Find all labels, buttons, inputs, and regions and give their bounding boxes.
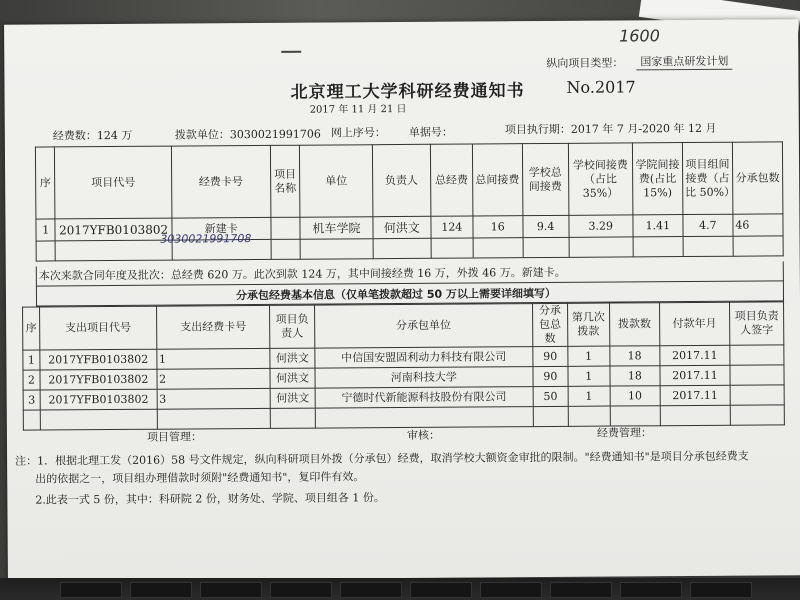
cell-unit: 机车学院 [300, 217, 373, 240]
main-table-header-row [35, 142, 782, 219]
project-type-label: 纵向项目类型： [546, 56, 624, 70]
sub-header-signature: 项目负责人签字 [730, 302, 784, 345]
sub-cell-amount: 18 [610, 346, 660, 366]
document-title: 北京理工大学科研经费通知书 [290, 81, 525, 103]
info-amount: 经费数：124 万 [52, 128, 133, 143]
sub-cell-total: 90 [533, 366, 568, 386]
note-line-1: 注：1．根据北理工发（2016）58 号文件规定，纵向科研项目外拨（分承包）经费，取消学校大额资金审批的限制。"经费通知书"是项目分承包经费支 [15, 449, 749, 468]
note-line-2: 出的依据之一，项目组办理借款时须附"经费通知书"，复印件有效。 [35, 470, 365, 486]
cell-project-code: 2017YFB0103802 [55, 218, 172, 241]
sub-header-seq: 序 [23, 307, 40, 350]
sub-cell-signature [730, 365, 784, 385]
cell-card-no: 新建卡 [172, 217, 271, 240]
sub-header-pay-month: 付款年月 [659, 302, 730, 345]
header-sub-count: 分承包数 [732, 142, 783, 214]
sub-cell-code: 2017YFB0103802 [40, 369, 157, 390]
sig-finance-mgmt: 经费管理： [596, 426, 652, 440]
document-date: 2017 年 11 月 21 日 [309, 103, 407, 116]
sig-project-mgmt: 项目管理： [146, 430, 202, 444]
handwritten-number: 1600 [619, 26, 660, 46]
sub-cell-code: 2017YFB0103802 [40, 349, 157, 370]
sub-cell-code: 2017YFB0103802 [40, 389, 157, 410]
header-school-indirect: 学校总间接费 [522, 143, 568, 215]
sub-cell-card: 3 [157, 388, 271, 409]
cell-project-name [271, 217, 301, 239]
main-funding-table [35, 141, 784, 261]
header-group-indirect-50: 项目组间接费（占比 50%） [682, 142, 732, 214]
project-type-value: 国家重点研发计划 [636, 53, 732, 71]
sub-header-code: 支出项目代号 [40, 306, 157, 350]
keyboard-key [620, 582, 682, 598]
sub-cell-total: 50 [533, 386, 568, 406]
keyboard-key [690, 582, 752, 598]
header-seq: 序 [35, 147, 55, 219]
sub-cell-unit: 河南科技大学 [315, 367, 534, 389]
header-school-indirect-35: 学校间接费（占比 35%） [568, 143, 633, 215]
cell-indirect-total: 16 [473, 216, 523, 238]
keyboard-key [480, 582, 542, 598]
sub-table-empty-row [23, 405, 784, 430]
sub-cell-card: 1 [156, 348, 270, 369]
header-card-no: 经费卡号 [171, 145, 270, 218]
sub-cell-seq: 3 [23, 390, 40, 410]
sub-cell-pay-month: 2017.11 [660, 345, 730, 365]
keyboard-key [130, 582, 192, 598]
keyboard-key [410, 582, 472, 598]
summary-line: 本次来款合同年度及批次：总经费 620 万。此次到款 124 万，其中间接经费 16 万，外拨 46 万。新建卡。 [36, 261, 784, 286]
sub-cell-batch: 1 [568, 386, 610, 406]
keyboard-key [270, 582, 332, 598]
note-line-3: 2.此表一式 5 份，其中：科研院 2 份，财务处、学院、项目组各 1 份。 [35, 491, 385, 507]
header-college-indirect-15: 学院间接费(占比 15%) [632, 143, 682, 215]
funding-notice-document [4, 19, 800, 581]
handwritten-card-no: 3030021991708 [160, 232, 252, 246]
sub-cell-signature [730, 385, 784, 405]
sub-cell-unit: 宁德时代新能源科技股份有限公司 [315, 387, 534, 409]
cell-leader: 何洪文 [373, 216, 431, 238]
sub-cell-amount: 10 [610, 386, 660, 406]
punch-mark [281, 51, 301, 53]
header-total: 总经费 [430, 144, 472, 216]
sub-cell-total: 90 [533, 346, 568, 366]
sub-cell-unit: 中信国安盟固利动力科技有限公司 [314, 347, 533, 369]
sub-header-unit: 分承包单位 [314, 304, 533, 349]
header-unit: 单位 [300, 145, 373, 218]
sub-header-card: 支出经费卡号 [156, 305, 270, 349]
cell-school-indirect-35: 3.29 [569, 215, 633, 237]
sig-review: 审核： [406, 428, 440, 442]
sub-cell-pay-month: 2017.11 [660, 385, 730, 405]
notice-number: No.2017 [566, 77, 636, 97]
header-leader: 负责人 [372, 144, 431, 216]
header-project-name: 项目名称 [270, 145, 300, 217]
cell-college-indirect-15: 1.41 [633, 215, 683, 237]
keyboard-key [340, 582, 402, 598]
cell-seq: 1 [36, 219, 56, 241]
sub-cell-signature [730, 345, 784, 365]
sub-cell-seq: 1 [23, 350, 40, 370]
info-online-no: 网上序号： [330, 126, 386, 140]
sub-cell-batch: 1 [567, 346, 609, 366]
sub-cell-batch: 1 [568, 366, 610, 386]
sub-header-total: 分承包总数 [533, 303, 568, 346]
header-indirect-total: 总间接费 [472, 144, 522, 216]
sub-cell-pay-month: 2017.11 [660, 365, 730, 385]
cell-school-indirect: 9.4 [523, 215, 569, 237]
sub-cell-leader: 何洪文 [270, 348, 314, 368]
info-period: 项目执行期：2017 年 7 月-2020 年 12 月 [504, 121, 717, 137]
sub-cell-leader: 何洪文 [270, 368, 314, 388]
info-bill-no: 单据号： [408, 125, 453, 139]
subcontract-title: 分承包经费基本信息（仅单笔拨款超过 50 万以上需要详细填写） [235, 286, 556, 303]
cell-handwritten-card [160, 232, 271, 260]
keyboard-key [60, 582, 122, 598]
cell-total: 124 [431, 216, 473, 238]
info-payer: 拨款单位：3030021991706 [174, 127, 321, 142]
sub-cell-leader: 何洪文 [271, 388, 315, 408]
sub-cell-card: 2 [157, 368, 271, 389]
sub-cell-seq: 2 [23, 370, 40, 390]
keyboard-key [550, 582, 612, 598]
main-table-empty-row [36, 236, 783, 261]
cell-sub-count: 46 [733, 214, 783, 236]
subcontract-table [22, 301, 785, 430]
sub-header-leader: 项目负责人 [270, 305, 314, 348]
keyboard-key [200, 582, 262, 598]
header-project-code: 项目代号 [55, 146, 172, 219]
sub-header-amount: 拨款数 [609, 303, 659, 346]
sub-table-header-row [23, 302, 784, 350]
sub-header-batch: 第几次拨款 [567, 303, 609, 346]
cell-group-indirect-50: 4.7 [683, 214, 733, 236]
sub-cell-amount: 18 [610, 366, 660, 386]
